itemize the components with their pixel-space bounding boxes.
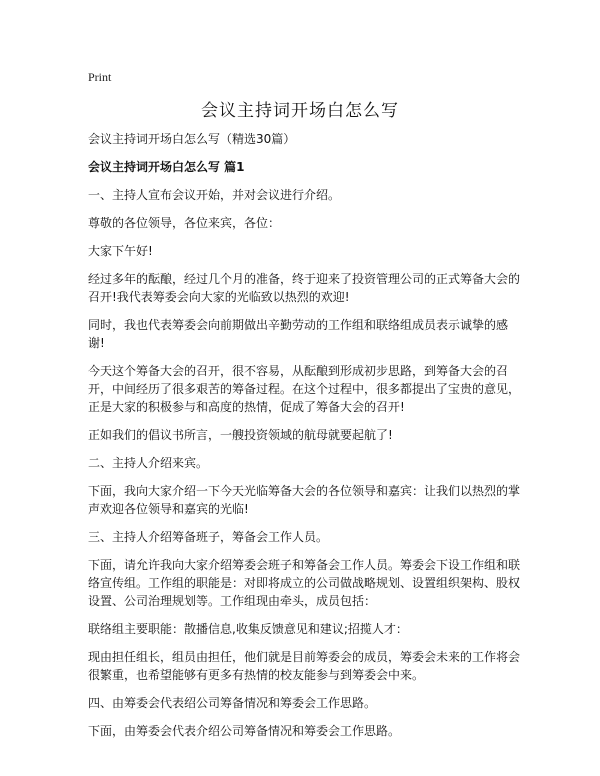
paragraph-2: 尊敬的各位领导，各位来宾，各位：	[88, 216, 281, 230]
paragraph-8: 二、主持人介绍来宾。	[88, 456, 209, 470]
paragraph-13: 现由担任组长，组员由担任，他们就是目前筹委会的成员，筹委会未来的工作将会很繁重，也希望能够有更多有热情的校友能参与到筹委会中来。	[88, 650, 521, 682]
paragraph-14: 四、由筹委会代表绍公司筹备情况和筹委会工作思路。	[88, 696, 377, 710]
print-label: Print	[88, 70, 112, 84]
paragraph-11: 下面，请允许我向大家介绍筹委会班子和筹备会工作人员。筹委会下设工作组和联络宣传组。工作组的职能是：对即将成立的公司做战略规划、设置组织架构、股权设置、公司治理规划等。工作组现由牵头，成员包括：	[88, 558, 521, 608]
section-heading: 会议主持词开场白怎么写 篇1	[88, 160, 245, 174]
paragraph-6: 今天这个筹备大会的召开，很不容易，从酝酿到形成初步思路，到筹备大会的召开，中间经历了很多艰苦的筹备过程。在这个过程中，很多都提出了宝贵的意见，正是大家的积极参与和高度的热情，促成了筹备大会的召开!	[88, 364, 521, 414]
paragraph-12: 联络组主要职能：散播信息,收集反馈意见和建议;招揽人才：	[88, 622, 408, 636]
document-body	[88, 130, 520, 750]
paragraph-9: 下面，我向大家介绍一下今天光临筹备大会的各位领导和嘉宾：让我们以热烈的掌声欢迎各位领导和嘉宾的光临!	[88, 484, 521, 516]
paragraph-3: 大家下午好!	[88, 244, 153, 258]
paragraph-15: 下面，由筹委会代表介绍公司筹备情况和筹委会工作思路。	[88, 724, 401, 738]
document-subtitle: 会议主持词开场白怎么写（精选30篇）	[88, 132, 296, 146]
paragraph-4: 经过多年的酝酿，经过几个月的准备，终于迎来了投资管理公司的正式筹备大会的召开!我代表筹委会向大家的光临致以热烈的欢迎!	[88, 272, 521, 304]
paragraph-10: 三、主持人介绍筹备班子，筹备会工作人员。	[88, 530, 329, 544]
paragraph-5: 同时，我也代表筹委会向前期做出辛勤劳动的工作组和联络组成员表示诚挚的感谢!	[88, 318, 509, 350]
paragraph-1: 一、主持人宣布会议开始，并对会议进行介绍。	[88, 188, 341, 202]
page-title: 会议主持词开场白怎么写	[201, 101, 399, 121]
paragraph-7: 正如我们的倡议书所言，一艘投资领域的航母就要起航了!	[88, 428, 393, 442]
